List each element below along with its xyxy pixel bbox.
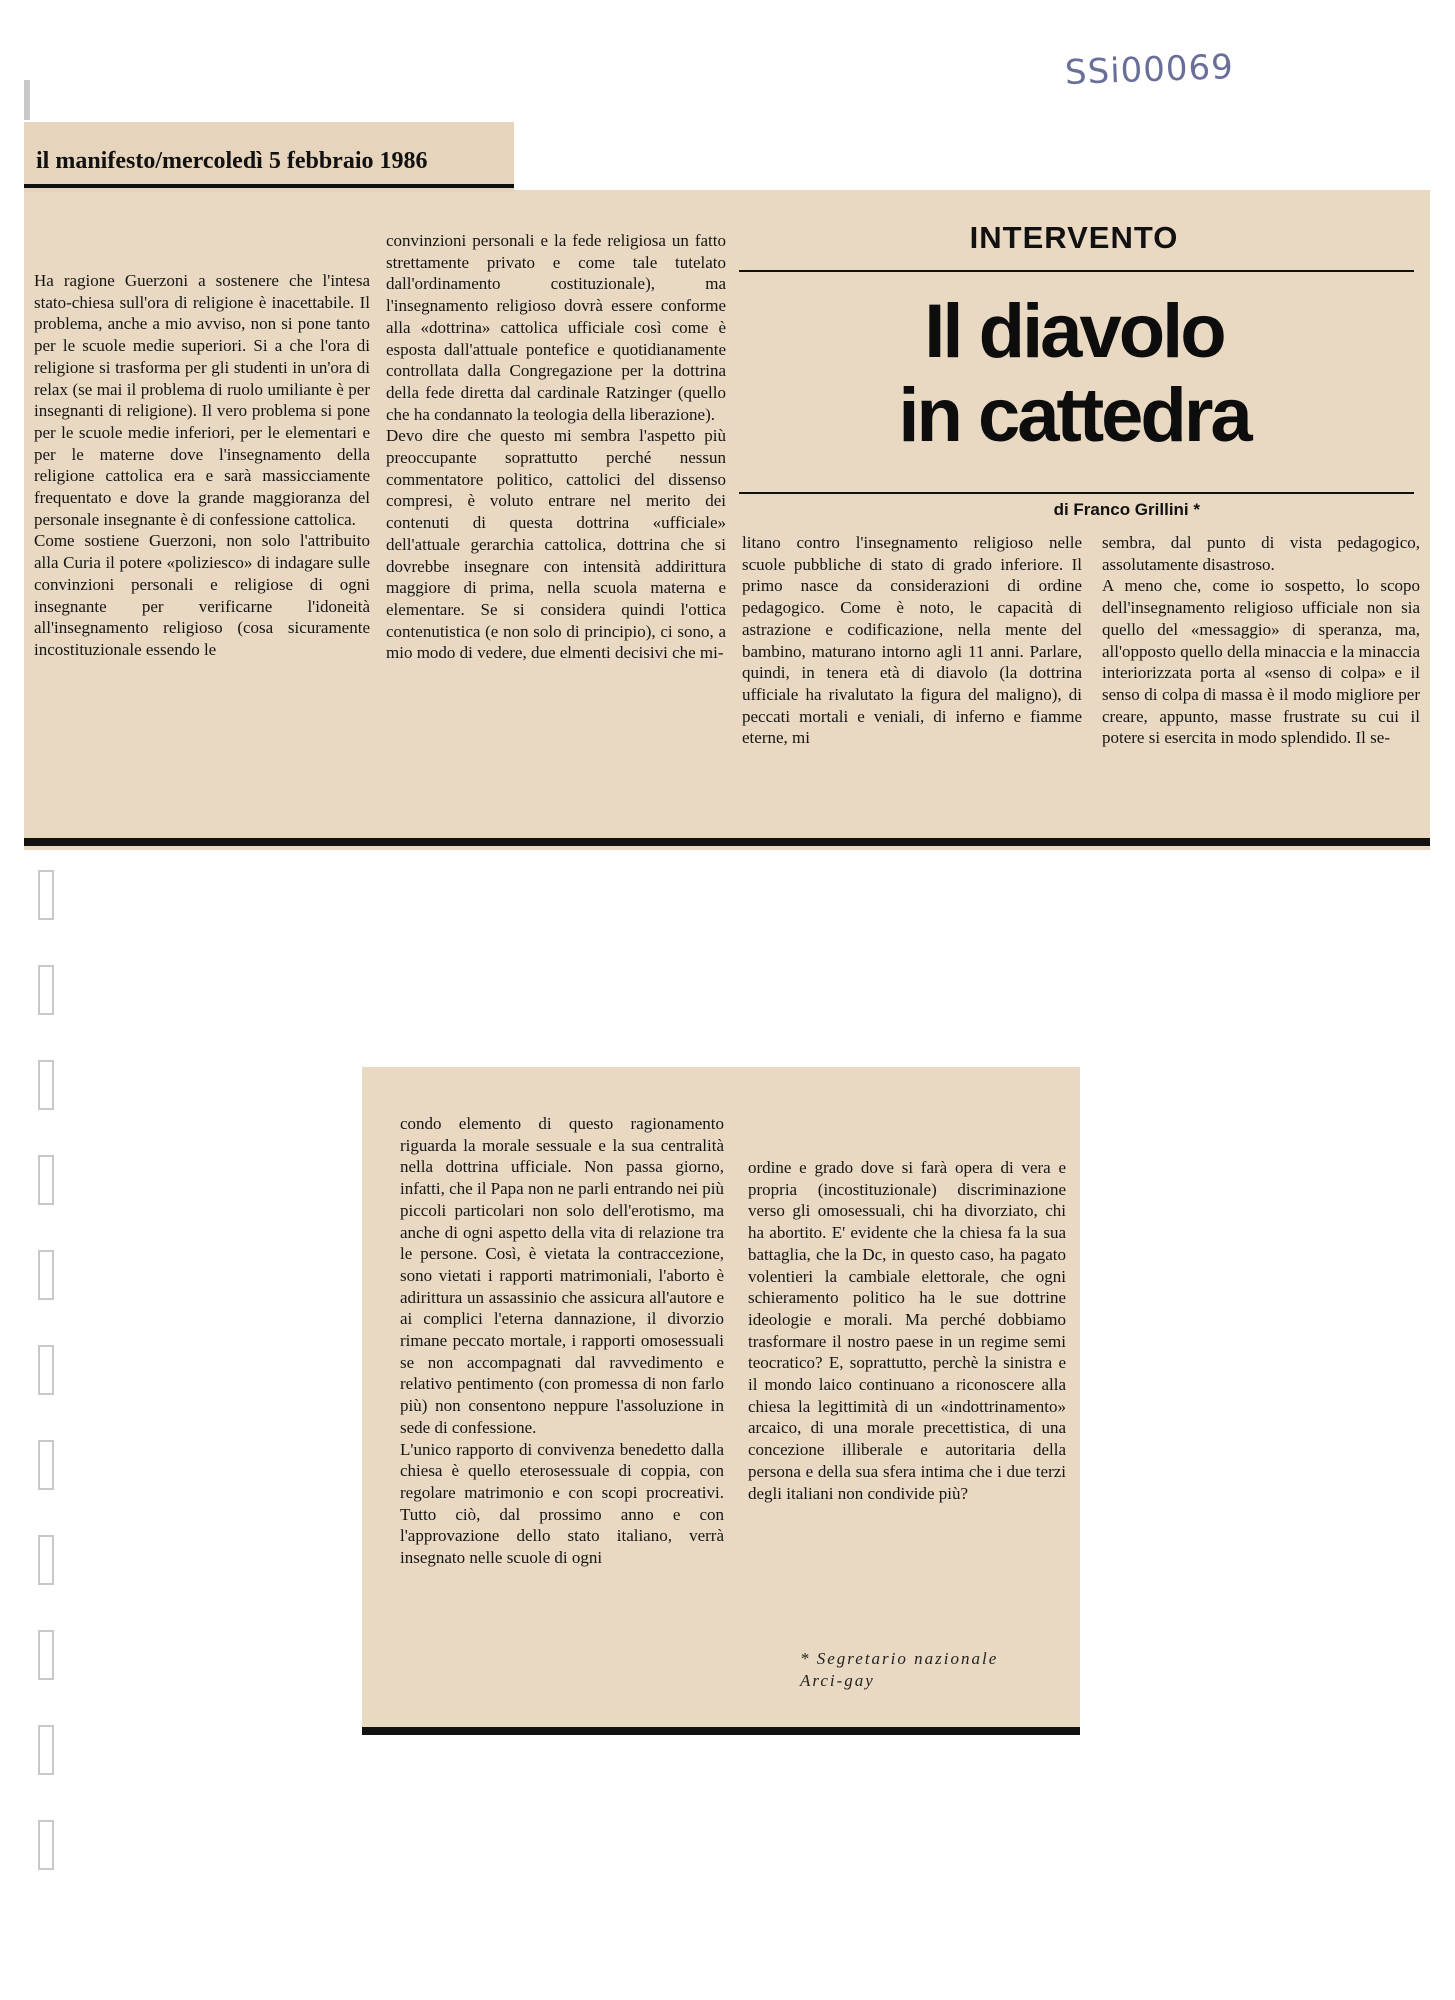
author-title: * Segretario nazionale (800, 1649, 999, 1668)
archive-code: SSi00069 (1064, 47, 1235, 93)
clipping-top (24, 148, 1430, 850)
article-column-3: litano contro l'insegnamento religioso nelle scuole pubbliche di stato di grado inferiore. Il primo nasce da considerazioni di ordine pedagogico. Come è noto, le capacità di astrazione e codificazione, nella mente del bambino, maturano intorno agli 11 anni. Parlare, quindi, in tenera età di diavolo (la dottrina ufficiale ha rivalutato la figura del maligno), di peccati mortali e veniali, di inferno e fiamme eterne, mi (742, 533, 1082, 748)
binder-hole (38, 1345, 54, 1395)
binder-hole (38, 1060, 54, 1110)
binder-hole (38, 1440, 54, 1490)
clipping-bottom-rule (362, 1727, 1080, 1735)
binder-hole (38, 1630, 54, 1680)
masthead: il manifesto/mercoledì 5 febbraio 1986 (36, 148, 428, 174)
binder-mark (24, 80, 30, 120)
article-column-6: ordine e grado dove si farà opera di vera e propria (incostituzionale) discriminazione verso gli omosessuali, chi ha divorziato, chi ha abortito. E' evidente che la chiesa fa la sua battaglia, che la Dc, in questo caso, ha pagato volentieri la cambiale elettorale, che ogni schieramento politico ha le sue dottrine ideologie e morali. Ma perché dobbiamo trasformare il nostro paese in un regime semi teocratico? E, soprattutto, perchè la sinistra e il mondo laico continuano a riconoscere alla chiesa la legittimità di un «indottrinamento» arcaico, di una morale precettistica, di una concezione illiberale e autoritaria della persona e della sua sfera intima che i due terzi degli italiani non condivide più? (748, 1158, 1066, 1503)
clipping-continuation (362, 1067, 1080, 1727)
article-column-2: convinzioni personali e la fede religiosa un fatto strettamente privato e come tale tutelato dall'ordinamento costituzionale), ma l'insegnamento religioso dovrà essere conforme alla «dottrina» cattolica ufficiale così come è esposta dall'attuale pontefice e quotidianamente controllata dalla Congregazione per la dottrina della fede diretta dal cardinale Ratzinger (quello che ha condannato la teologia della liberazione). Devo dire che questo mi sembra l'aspetto più preoccupante soprattutto perché nessun commentatore politico, cattolici del dissenso compresi, è voluto entrare nel merito dei contenuti di questa dottrina «ufficiale» dell'attuale gerarchia cattolica, dottrina che si dovrebbe insegnare con intensità addirittura maggiore di prima, nella scuola materna e elementare. Se si considera quindi l'ottica contenutistica (e non solo di principio), ci sono, a mio modo di vedere, due elmenti decisivi che mi- (386, 231, 726, 663)
article-column-5: condo elemento di questo ragionamento riguarda la morale sessuale e la sua centralità nella dottrina ufficiale. Non passa giorno, infatti, che il Papa non ne parli entrando nei più piccoli particolari non solo dell'erotismo, ma anche di ogni aspetto della vita di relazione tra le persone. Così, è vietata la contraccezione, sono vietati i rapporti matrimoniali, l'aborto è adirittura un assassinio che assicura all'autore e ai complici l'eterna dannazione, il divorzio rimane peccato mortale, i rapporti omosessuali se non accompagnati dal ravvedimento e relativo pentimento (con promessa di non farlo più) non consentono neppure l'assoluzione in sede di confessione. L'unico rapporto di convivenza benedetto dalla chiesa è quello eterosessuale di coppia, con regolare matrimonio e con scopi procreativi. Tutto ciò, dal prossimo anno e con l'approvazione dello stato italiano, verrà insegnato nelle scuole di ogni (400, 1114, 724, 1568)
headline-rule (739, 492, 1414, 494)
article-column-1: Ha ragione Guerzoni a sostenere che l'intesa stato-chiesa sull'ora di religione è inacettabile. Il problema, anche a mio avviso, non si pone tanto per le scuole medie superiori. Si a che l'ora di religione si trasforma per gli studenti in un'ora di relax (se mai il problema di ruolo umiliante è per insegnanti di religione). Il vero problema si pone per le scuole medie inferiori, per le elementari e per le materne dove l'insegnamento della religione cattolica era e sarà massicciamente frequentato e dove la grande maggioranza del personale insegnante è di confessione cattolica. Come sostiene Guerzoni, non solo l'attribuito alla Curia il potere «poliziesco» di indagare sulle convinzioni personali e religiose di ogni insegnante per verificarne l'idoneità all'insegnamento religioso (cosa sicuramente incostituzionale essendo le (34, 271, 370, 659)
headline-line-2: in cattedra (898, 373, 1250, 458)
headline-line-1: Il diavolo (924, 289, 1224, 374)
byline: di Franco Grillini * (1053, 500, 1200, 519)
clipping-bottom-rule (24, 838, 1430, 846)
binder-hole (38, 1155, 54, 1205)
binder-hole (38, 870, 54, 920)
rubric: INTERVENTO (969, 220, 1179, 255)
binder-hole (38, 1820, 54, 1870)
article-column-4: sembra, dal punto di vista pedagogico, assolutamente disastroso. A meno che, come io sospetto, lo scopo dell'insegnamento religioso ufficiale non sia quello del «messaggio» di speranza, ma, all'opposto quello della minaccia e la minaccia interiorizzata porta al «senso di colpa» e il senso di colpa di massa è il modo migliore per creare, appunto, masse frustrate su cui il potere si esercita in modo splendido. Il se- (1102, 533, 1420, 748)
headline (734, 290, 1414, 458)
author-organization: Arci-gay (800, 1671, 875, 1690)
binder-hole (38, 1725, 54, 1775)
binder-hole (38, 965, 54, 1015)
masthead-rule (24, 184, 514, 188)
rubric-rule (739, 270, 1414, 272)
binder-hole (38, 1535, 54, 1585)
binder-hole (38, 1250, 54, 1300)
